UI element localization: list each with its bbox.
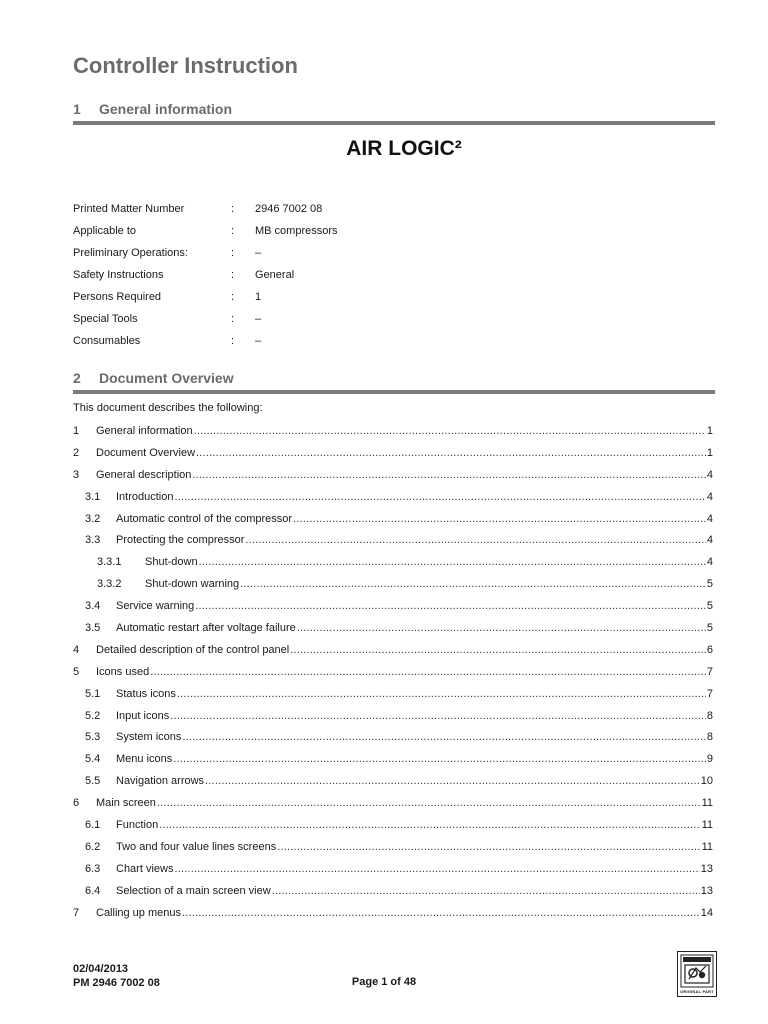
toc-leader <box>182 731 705 743</box>
toc-page: 4 <box>706 468 713 481</box>
info-label: Consumables <box>73 335 141 347</box>
toc-leader <box>170 710 706 722</box>
toc-page: 4 <box>706 490 713 503</box>
toc-leader <box>157 797 701 809</box>
toc-leader <box>240 578 706 590</box>
section-number: 2 <box>73 370 81 386</box>
toc-number: 5 <box>73 665 80 678</box>
toc-page: 11 <box>701 840 713 853</box>
toc-text: Service warning <box>116 600 195 613</box>
toc-page: 14 <box>700 906 713 919</box>
toc-leader <box>195 600 706 612</box>
toc-leader <box>174 863 699 875</box>
toc-number: 2 <box>73 446 80 459</box>
toc-leader <box>290 644 706 656</box>
info-row <box>73 220 713 242</box>
toc-text: Document Overview <box>96 446 196 459</box>
toc-leader <box>196 447 706 459</box>
table-of-contents <box>73 420 713 923</box>
info-row <box>73 286 713 308</box>
info-label: Special Tools <box>73 313 138 325</box>
toc-text: Automatic control of the compressor <box>116 512 293 525</box>
toc-leader <box>150 666 706 678</box>
toc-text: Detailed description of the control panel <box>96 643 290 656</box>
toc-entry[interactable] <box>73 442 713 464</box>
toc-number: 5.4 <box>85 753 101 766</box>
toc-leader <box>173 753 706 765</box>
toc-number: 5.3 <box>85 731 101 744</box>
section-title: General information <box>99 101 233 117</box>
toc-number: 6.4 <box>85 884 101 897</box>
info-value: General <box>255 269 295 281</box>
toc-number: 3.5 <box>85 621 101 634</box>
toc-text: Introduction <box>116 490 174 503</box>
toc-text: Status icons <box>116 687 176 700</box>
footer-page-number: Page 1 of 48 <box>351 976 417 988</box>
info-separator: : <box>231 225 235 237</box>
toc-page: 5 <box>706 621 713 634</box>
toc-number: 4 <box>73 643 80 656</box>
toc-number: 3.1 <box>85 490 101 503</box>
original-part-caption: ORIGINAL PART <box>680 989 714 994</box>
toc-text: Icons used <box>96 665 150 678</box>
footer-pm-number: PM 2946 7002 08 <box>73 977 160 989</box>
toc-leader <box>272 885 700 897</box>
toc-leader <box>297 622 706 634</box>
toc-entry[interactable] <box>73 902 713 924</box>
toc-number: 6.3 <box>85 862 101 875</box>
toc-leader <box>277 841 700 853</box>
toc-page: 1 <box>706 424 713 437</box>
toc-text: Shut-down <box>145 556 198 569</box>
product-title: AIR LOGIC² <box>346 137 462 160</box>
toc-entry[interactable] <box>73 814 713 836</box>
info-row <box>73 308 713 330</box>
toc-page: 11 <box>701 818 713 831</box>
info-label: Persons Required <box>73 291 162 303</box>
toc-text: General information <box>96 424 193 437</box>
info-row <box>73 330 713 352</box>
toc-entry[interactable] <box>73 858 713 880</box>
toc-leader <box>199 556 706 568</box>
info-label: Safety Instructions <box>73 269 164 281</box>
info-separator: : <box>231 269 235 281</box>
overview-intro: This document describes the following: <box>73 402 263 414</box>
toc-page: 4 <box>706 556 713 569</box>
toc-page: 13 <box>700 884 713 897</box>
toc-leader <box>182 907 700 919</box>
toc-number: 3.3 <box>85 534 101 547</box>
toc-entry[interactable] <box>73 726 713 748</box>
info-row <box>73 198 713 220</box>
info-label: Applicable to <box>73 225 136 237</box>
toc-text: Input icons <box>116 709 170 722</box>
toc-number: 5.5 <box>85 775 101 788</box>
toc-leader <box>192 469 705 481</box>
toc-page: 4 <box>706 512 713 525</box>
toc-entry[interactable] <box>73 770 713 792</box>
toc-entry[interactable] <box>73 683 713 705</box>
toc-leader <box>174 491 705 503</box>
toc-number: 6 <box>73 797 80 810</box>
toc-number: 3 <box>73 468 80 481</box>
toc-entry[interactable] <box>73 617 713 639</box>
toc-text: Chart views <box>116 862 174 875</box>
toc-entry[interactable] <box>73 420 713 442</box>
toc-text: Automatic restart after voltage failure <box>116 621 296 634</box>
toc-text: Function <box>116 818 159 831</box>
toc-entry[interactable] <box>73 748 713 770</box>
toc-text: General description <box>96 468 192 481</box>
toc-text: Calling up menus <box>96 906 181 919</box>
section-heading-document-overview <box>73 370 715 394</box>
toc-entry[interactable] <box>73 661 713 683</box>
toc-page: 7 <box>706 665 713 678</box>
toc-text: Protecting the compressor <box>116 534 245 547</box>
toc-number: 1 <box>73 424 80 437</box>
info-value: – <box>255 247 262 259</box>
toc-leader <box>177 688 706 700</box>
toc-page: 8 <box>706 709 713 722</box>
toc-entry[interactable] <box>73 792 713 814</box>
toc-page: 6 <box>706 643 713 656</box>
info-row <box>73 242 713 264</box>
info-row <box>73 264 713 286</box>
toc-number: 6.1 <box>85 818 101 831</box>
document-title: Controller Instruction <box>73 53 298 78</box>
toc-number: 6.2 <box>85 840 101 853</box>
section-title: Document Overview <box>99 370 234 386</box>
toc-page: 13 <box>700 862 713 875</box>
toc-entry[interactable] <box>73 529 713 551</box>
toc-page: 8 <box>706 731 713 744</box>
toc-number: 3.3.2 <box>97 578 122 591</box>
info-separator: : <box>231 291 235 303</box>
toc-text: Main screen <box>96 797 156 810</box>
section-heading-general-information <box>73 101 715 125</box>
toc-page: 7 <box>706 687 713 700</box>
toc-entry[interactable] <box>73 639 713 661</box>
toc-leader <box>293 513 706 525</box>
footer-date: 02/04/2013 <box>73 963 129 975</box>
toc-entry[interactable] <box>73 464 713 486</box>
toc-number: 3.4 <box>85 600 101 613</box>
toc-entry[interactable] <box>73 573 713 595</box>
toc-text: Selection of a main screen view <box>116 884 271 897</box>
toc-page: 5 <box>706 600 713 613</box>
toc-page: 4 <box>706 534 713 547</box>
info-separator: : <box>231 247 235 259</box>
toc-entry[interactable] <box>73 880 713 902</box>
toc-leader <box>194 425 706 437</box>
toc-number: 7 <box>73 906 80 919</box>
section-number: 1 <box>73 101 81 117</box>
toc-entry[interactable] <box>73 705 713 727</box>
toc-text: Two and four value lines screens <box>116 840 277 853</box>
toc-text: Shut-down warning <box>145 578 240 591</box>
info-table <box>73 198 713 352</box>
toc-number: 5.1 <box>85 687 101 700</box>
toc-leader <box>159 819 700 831</box>
toc-number: 3.2 <box>85 512 101 525</box>
toc-text: System icons <box>116 731 182 744</box>
toc-number: 3.3.1 <box>97 556 122 569</box>
toc-page: 1 <box>706 446 713 459</box>
info-value: MB compressors <box>255 225 338 237</box>
toc-text: Menu icons <box>116 753 173 766</box>
toc-text: Navigation arrows <box>116 775 205 788</box>
toc-leader <box>245 534 705 546</box>
toc-entry[interactable] <box>73 508 713 530</box>
toc-page: 10 <box>700 775 713 788</box>
info-label: Preliminary Operations: <box>73 247 188 259</box>
info-separator: : <box>231 313 235 325</box>
toc-page: 5 <box>706 578 713 591</box>
info-value: 2946 7002 08 <box>255 203 323 215</box>
toc-page: 11 <box>701 797 713 810</box>
toc-entry[interactable] <box>73 595 713 617</box>
info-separator: : <box>231 335 235 347</box>
info-value: – <box>255 335 262 347</box>
original-part-icon <box>680 954 714 988</box>
footer-left <box>73 962 160 990</box>
toc-leader <box>205 775 700 787</box>
toc-number: 5.2 <box>85 709 101 722</box>
info-value: 1 <box>255 291 262 303</box>
info-label: Printed Matter Number <box>73 203 185 215</box>
toc-entry[interactable] <box>73 551 713 573</box>
original-part-badge <box>677 951 717 997</box>
toc-entry[interactable] <box>73 486 713 508</box>
info-separator: : <box>231 203 235 215</box>
toc-page: 9 <box>706 753 713 766</box>
info-value: – <box>255 313 262 325</box>
toc-entry[interactable] <box>73 836 713 858</box>
